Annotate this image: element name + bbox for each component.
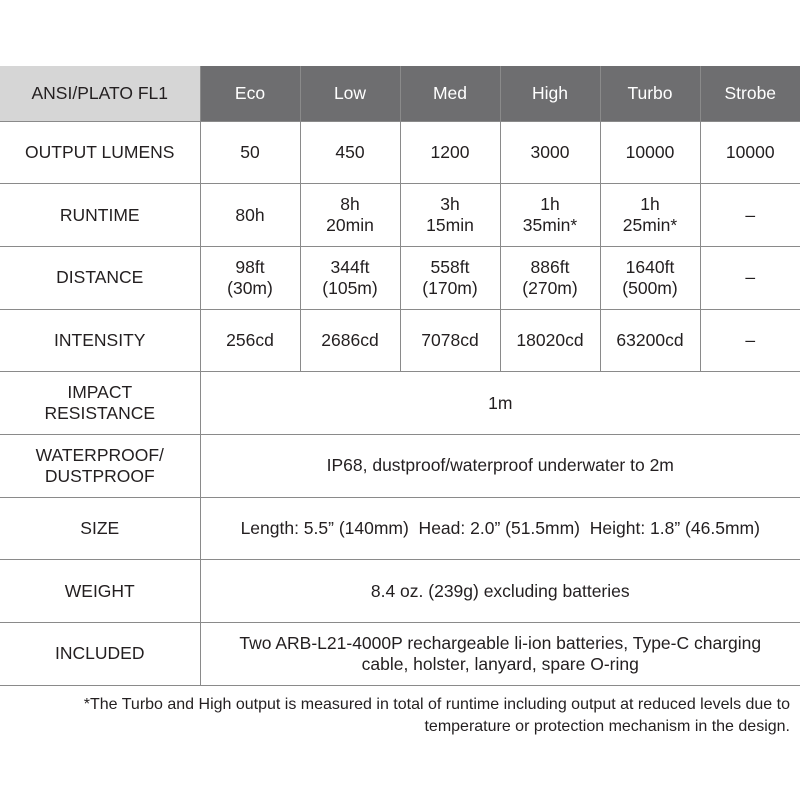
row-label-output-lumens: OUTPUT LUMENS (0, 121, 200, 184)
cell-distance-turbo: 1640ft (500m) (600, 246, 700, 309)
cell-output-low: 450 (300, 121, 400, 184)
cell-runtime-low: 8h 20min (300, 184, 400, 247)
row-label-size: SIZE (0, 497, 200, 560)
cell-impact-resistance: 1m (200, 372, 800, 435)
cell-distance-low: 344ft (105m) (300, 246, 400, 309)
table-row (0, 246, 800, 309)
row-label-runtime: RUNTIME (0, 184, 200, 247)
cell-runtime-strobe: – (700, 184, 800, 247)
cell-intensity-low: 2686cd (300, 309, 400, 372)
table-row (0, 434, 800, 497)
cell-distance-med: 558ft (170m) (400, 246, 500, 309)
cell-size: Length: 5.5” (140mm) Head: 2.0” (51.5mm) Height: 1.8” (46.5mm) (200, 497, 800, 560)
row-label-waterproof: WATERPROOF/ DUSTPROOF (0, 434, 200, 497)
table-row (0, 497, 800, 560)
cell-intensity-med: 7078cd (400, 309, 500, 372)
cell-output-strobe: 10000 (700, 121, 800, 184)
cell-intensity-turbo: 63200cd (600, 309, 700, 372)
footnote: *The Turbo and High output is measured in total of runtime including output at reduced levels due to temperature or protection mechanism in the design. (83, 696, 790, 735)
spec-table (0, 66, 800, 686)
cell-intensity-high: 18020cd (500, 309, 600, 372)
cell-output-turbo: 10000 (600, 121, 700, 184)
row-label-impact-resistance: IMPACT RESISTANCE (0, 372, 200, 435)
cell-runtime-eco: 80h (200, 184, 300, 247)
row-label-weight: WEIGHT (0, 560, 200, 623)
cell-weight: 8.4 oz. (239g) excluding batteries (200, 560, 800, 623)
row-label-included: INCLUDED (0, 623, 200, 686)
header-row (0, 66, 800, 121)
table-row (0, 309, 800, 372)
row-label-distance: DISTANCE (0, 246, 200, 309)
table-row (0, 121, 800, 184)
cell-output-med: 1200 (400, 121, 500, 184)
cell-output-high: 3000 (500, 121, 600, 184)
cell-distance-high: 886ft (270m) (500, 246, 600, 309)
mode-high: High (500, 66, 600, 121)
mode-turbo: Turbo (600, 66, 700, 121)
table-row (0, 560, 800, 623)
cell-intensity-eco: 256cd (200, 309, 300, 372)
mode-med: Med (400, 66, 500, 121)
cell-runtime-high: 1h 35min* (500, 184, 600, 247)
table-row (0, 623, 800, 686)
table-row (0, 372, 800, 435)
row-label-intensity: INTENSITY (0, 309, 200, 372)
mode-low: Low (300, 66, 400, 121)
mode-strobe: Strobe (700, 66, 800, 121)
cell-distance-eco: 98ft (30m) (200, 246, 300, 309)
cell-intensity-strobe: – (700, 309, 800, 372)
cell-output-eco: 50 (200, 121, 300, 184)
header-label: ANSI/PLATO FL1 (0, 66, 200, 121)
cell-included: Two ARB-L21-4000P rechargeable li-ion batteries, Type-C charging cable, holster, lanyard, spare O-ring (200, 623, 800, 686)
mode-eco: Eco (200, 66, 300, 121)
cell-runtime-med: 3h 15min (400, 184, 500, 247)
cell-runtime-turbo: 1h 25min* (600, 184, 700, 247)
cell-distance-strobe: – (700, 246, 800, 309)
cell-waterproof: IP68, dustproof/waterproof underwater to 2m (200, 434, 800, 497)
table-row (0, 184, 800, 247)
